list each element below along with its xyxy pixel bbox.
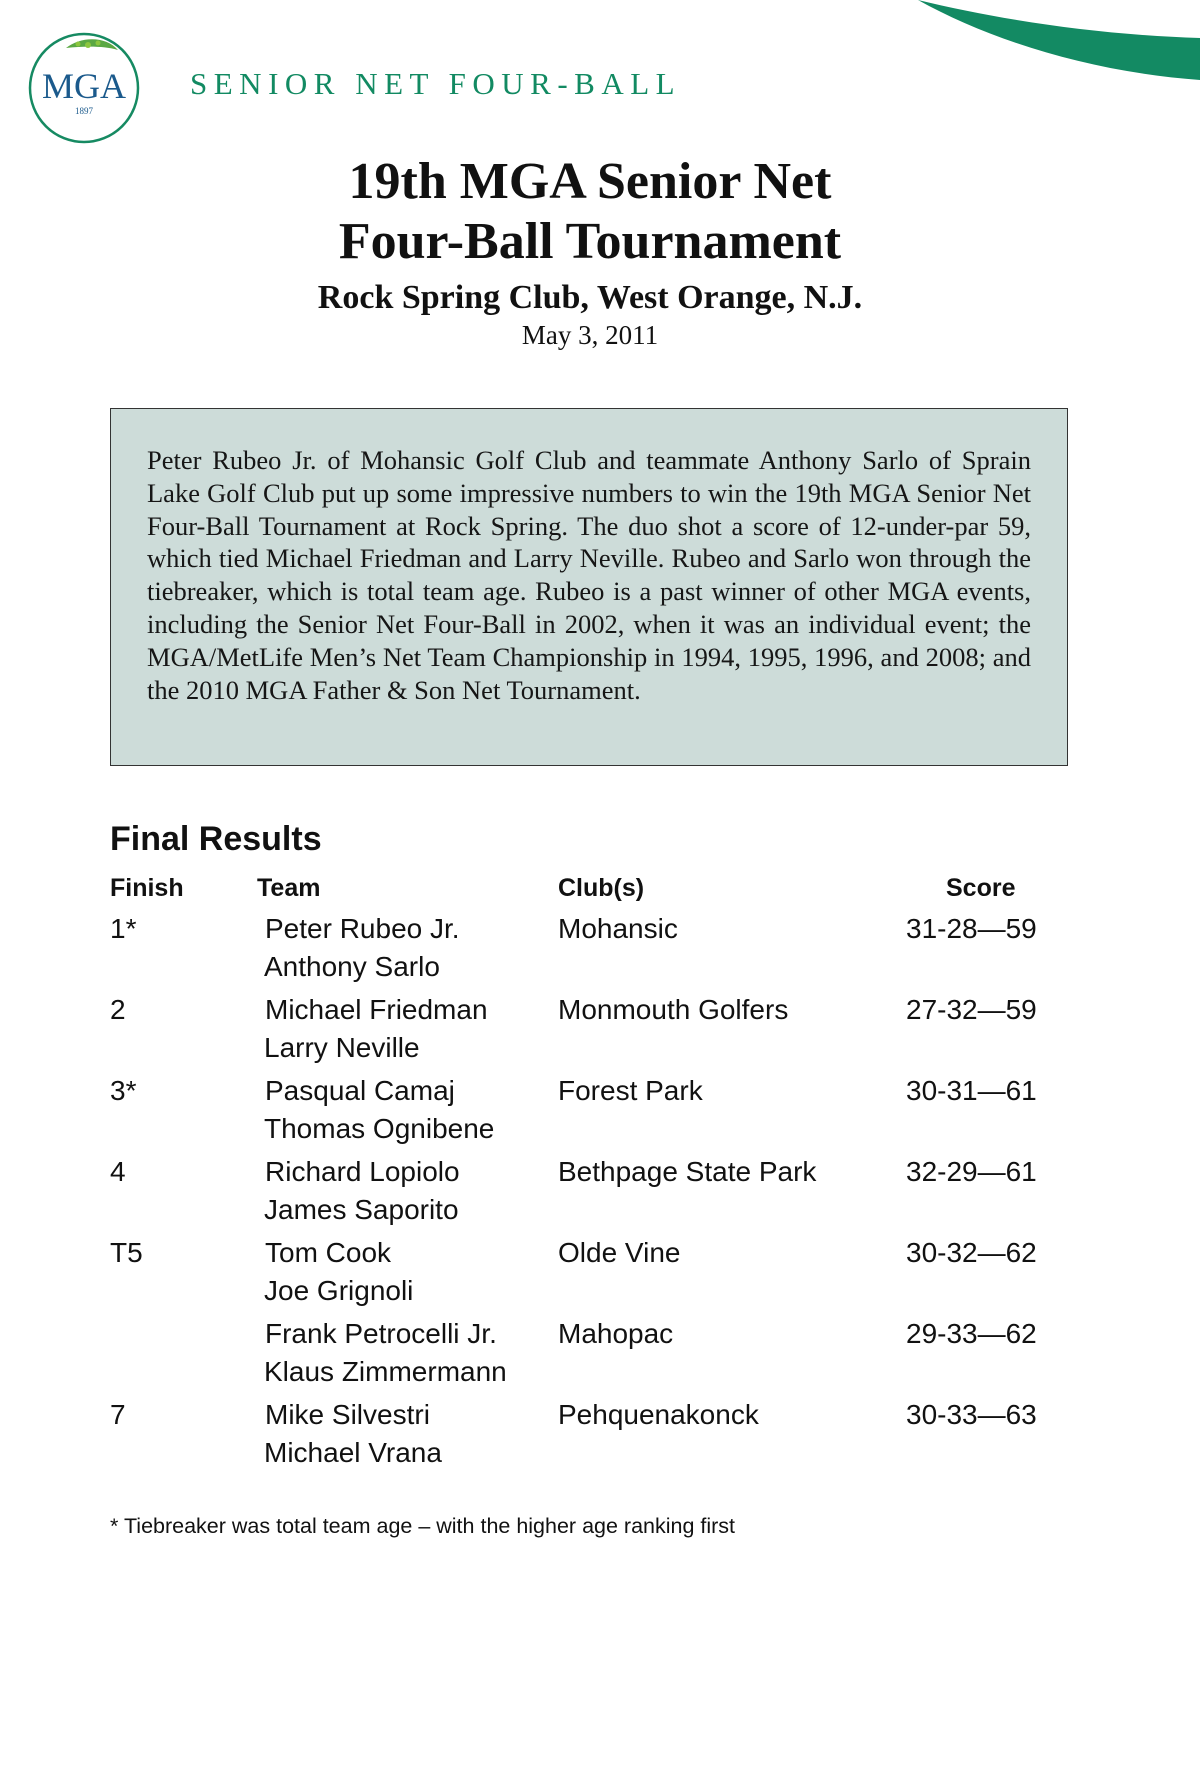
logo-text: MGA — [41, 66, 127, 106]
tiebreaker-footnote: * Tiebreaker was total team age – with the higher age ranking first — [110, 1514, 736, 1538]
event-series-label: SENIOR NET FOUR-BALL — [190, 66, 682, 101]
team-player-1: Peter Rubeo Jr. — [265, 913, 460, 944]
summary-text: Peter Rubeo Jr. of Mohansic Golf Club and teammate Anthony Sarlo of Sprain Lake Golf Club put up some impressive numbers to win the 19th MGA Senior Net Four-Ball Tournament at Rock Spring. The duo shot a score of 12-under-par 59, which tied Michael Friedman and Larry Neville. Rubeo and Sarlo won through the tiebreaker, which is total team age. Rubeo is a past winner of other MGA events, including the Senior Net Four-Ball in 2002, when it was an individual event; the MGA/MetLife Men’s Net Team Championship in 1994, 1995, 1996, and 2008; and the 2010 MGA Father & Son Net Tournament. — [147, 445, 1031, 705]
logo-year: 1897 — [75, 106, 93, 116]
team-player-2: James Saporito — [264, 1194, 459, 1225]
finish: 4 — [110, 1156, 126, 1187]
club: Pehquenakonck — [558, 1399, 759, 1430]
summary-box — [110, 408, 1068, 766]
mga-logo — [26, 28, 146, 148]
result-row — [0, 1237, 1200, 1317]
score: 29-33—62 — [906, 1318, 1037, 1349]
column-header-clubs: Club(s) — [558, 874, 645, 902]
finish: 7 — [110, 1399, 126, 1430]
result-row — [0, 1156, 1200, 1236]
team-player-1: Tom Cook — [265, 1237, 392, 1268]
event-date: May 3, 2011 — [521, 320, 659, 350]
finish: 1* — [110, 913, 137, 944]
score: 32-29—61 — [906, 1156, 1037, 1187]
club: Forest Park — [558, 1075, 703, 1106]
team-player-1: Mike Silvestri — [265, 1399, 430, 1430]
team-player-2: Michael Vrana — [264, 1437, 442, 1468]
club: Bethpage State Park — [558, 1156, 817, 1187]
team-player-2: Thomas Ognibene — [264, 1113, 495, 1144]
team-player-2: Anthony Sarlo — [264, 951, 440, 982]
page-title — [0, 152, 1180, 272]
score: 30-31—61 — [906, 1075, 1037, 1106]
team-player-1: Michael Friedman — [265, 994, 488, 1025]
team-player-2: Larry Neville — [264, 1032, 420, 1063]
column-header-team: Team — [257, 874, 321, 902]
column-header-finish: Finish — [110, 874, 184, 902]
finish: 3* — [110, 1075, 137, 1106]
score: 30-33—63 — [906, 1399, 1037, 1430]
club: Mohansic — [558, 913, 678, 944]
title-line-2: Four-Ball Tournament — [338, 213, 842, 270]
club: Monmouth Golfers — [558, 994, 789, 1025]
result-row — [0, 1075, 1200, 1155]
result-row — [0, 1318, 1200, 1398]
score: 27-32—59 — [906, 994, 1037, 1025]
column-header-score: Score — [946, 874, 1016, 902]
team-player-1: Pasqual Camaj — [265, 1075, 455, 1106]
finish: T5 — [110, 1237, 143, 1268]
results-heading: Final Results — [110, 820, 322, 858]
club: Olde Vine — [558, 1237, 681, 1268]
score: 31-28—59 — [906, 913, 1037, 944]
team-player-1: Richard Lopiolo — [265, 1156, 460, 1187]
result-row — [0, 913, 1200, 993]
club: Mahopac — [558, 1318, 674, 1349]
result-row — [0, 994, 1200, 1074]
finish: 2 — [110, 994, 126, 1025]
team-player-2: Joe Grignoli — [264, 1275, 414, 1306]
title-line-1: 19th MGA Senior Net — [348, 153, 832, 210]
score: 30-32—62 — [906, 1237, 1037, 1268]
team-player-2: Klaus Zimmermann — [264, 1356, 507, 1387]
venue: Rock Spring Club, West Orange, N.J. — [317, 279, 863, 316]
team-player-1: Frank Petrocelli Jr. — [265, 1318, 497, 1349]
result-row — [0, 1399, 1200, 1479]
